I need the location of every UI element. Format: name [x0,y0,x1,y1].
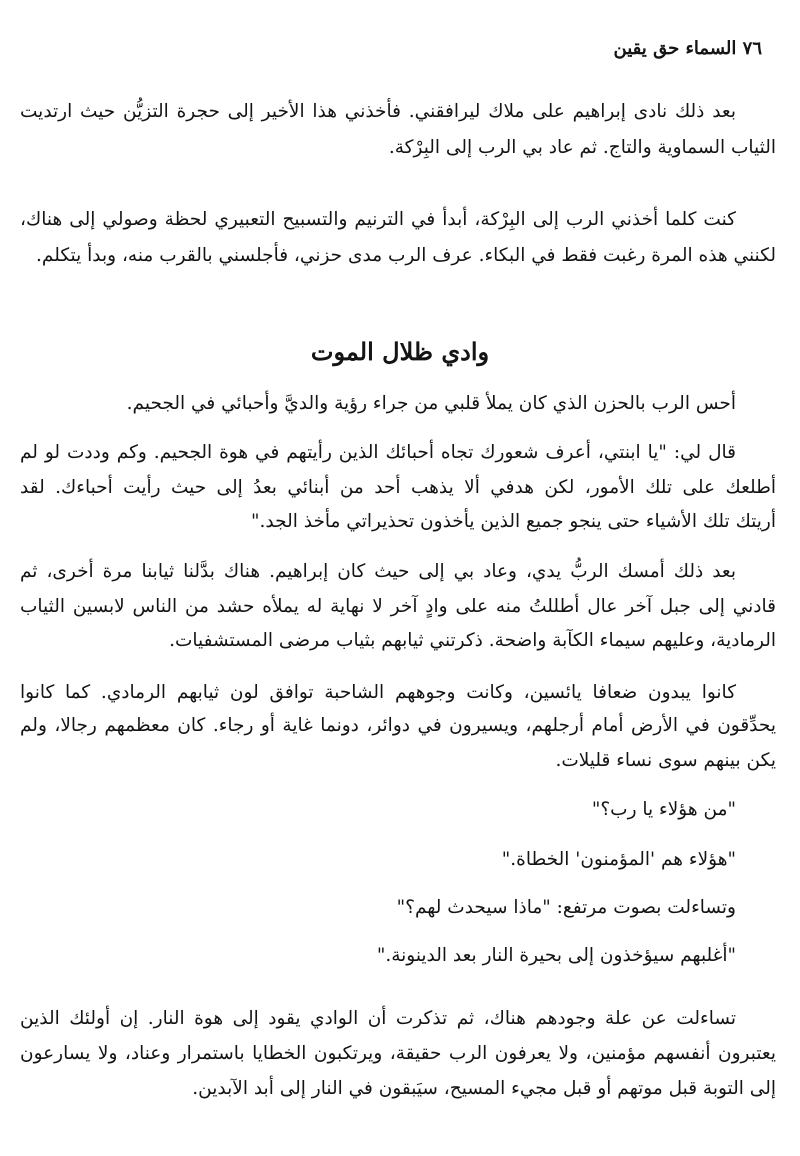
paragraph-line: بعد ذلك نادى إبراهيم على ملاك ليرافقني. فأخذني هذا الأخير إلى حجرة التزيُّن حيث ارتديت [20,101,736,122]
paragraph-line: كانوا يبدون ضعافا يائسين، وكانت وجوههم الشاحبة توافق لون ثيابهم الرمادي. كما كانوا [20,682,736,703]
paragraph-line: أطلعك على تلك الأمور، لكن هدفي ألا يذهب أحد من أبنائي بعدُ إلى حيث رأيت أحباءك. لقد [20,477,776,498]
page-number: ٧٦ [742,38,762,59]
paragraph-line: بعد ذلك أمسك الربُّ يدي، وعاد بي إلى حيث كان إبراهيم. هناك بدَّلنا ثيابنا مرة أخرى، ثم [20,561,736,582]
paragraph-line: أريتك تلك الأشياء حتى ينجو جميع الذين يأخذون تحذيراتي مأخذ الجد." [251,511,776,532]
book-title: السماء حق يقين [613,38,737,59]
paragraph-line: إلى التوبة قبل موتهم أو قبل مجيء المسيح، سيَبقون في النار إلى أبد الآبدين. [192,1078,776,1099]
paragraph-line: يكن بينهم سوى نساء قليلات. [555,750,776,771]
section-title: وادي ظلال الموت [310,337,490,366]
running-header [614,38,762,59]
paragraph-line: الثياب السماوية والتاج. ثم عاد بي الرب إلى البِرْكة. [388,137,776,158]
paragraph-line: لكنني هذه المرة رغبت فقط في البكاء. عرف الرب مدى حزني، فأجلسني بالقرب منه، وبدأ يتكلم. [36,245,776,266]
paragraph-line: كنت كلما أخذني الرب إلى البِرْكة، أبدأ في الترنيم والتسبيح التعبيري لحظة وصولي إلى هناك، [20,209,736,230]
paragraph-line: تساءلت عن علة وجودهم هناك، ثم تذكرت أن الوادي يقود إلى هوة النار. إن أولئك الذين [20,1008,736,1029]
paragraph-line: قال لي: "يا ابنتي، أعرف شعورك تجاه أحبائك الذين رأيتهم في هوة الجحيم. وكم وددت لو لم [20,442,736,463]
dialogue-line: "من هؤلاء يا رب؟" [591,799,736,820]
dialogue-line: "هؤلاء هم 'المؤمنون' الخطاة." [501,849,736,870]
paragraph-line: قادني إلى جبل آخر عال أطللتُ منه على وادٍ آخر لا نهاية له يملأه حشد من الناس لابسين الثياب [20,596,776,617]
paragraph-line: يحدِّقون في الأرض أمام أرجلهم، ويسيرون في دوائر، دونما غاية أو رجاء. كان معظمهم رجالا، ولم [20,715,776,736]
paragraph-line: أحس الرب بالحزن الذي كان يملأ قلبي من جراء رؤية والديَّ وأحبائي في الجحيم. [126,393,736,414]
dialogue-line: وتساءلت بصوت مرتفع: "ماذا سيحدث لهم؟" [396,897,736,918]
dialogue-line: "أغلبهم سيؤخذون إلى بحيرة النار بعد الدينونة." [376,945,736,966]
paragraph-line: يعتبرون أنفسهم مؤمنين، ولا يعرفون الرب حقيقة، ويرتكبون الخطايا باستمرار وعناد، ولا يسارعون [20,1043,776,1064]
paragraph-line: الرمادية، وعليهم سيماء الكآبة واضحة. ذكرتني ثيابهم بثياب مرضى المستشفيات. [169,630,776,651]
